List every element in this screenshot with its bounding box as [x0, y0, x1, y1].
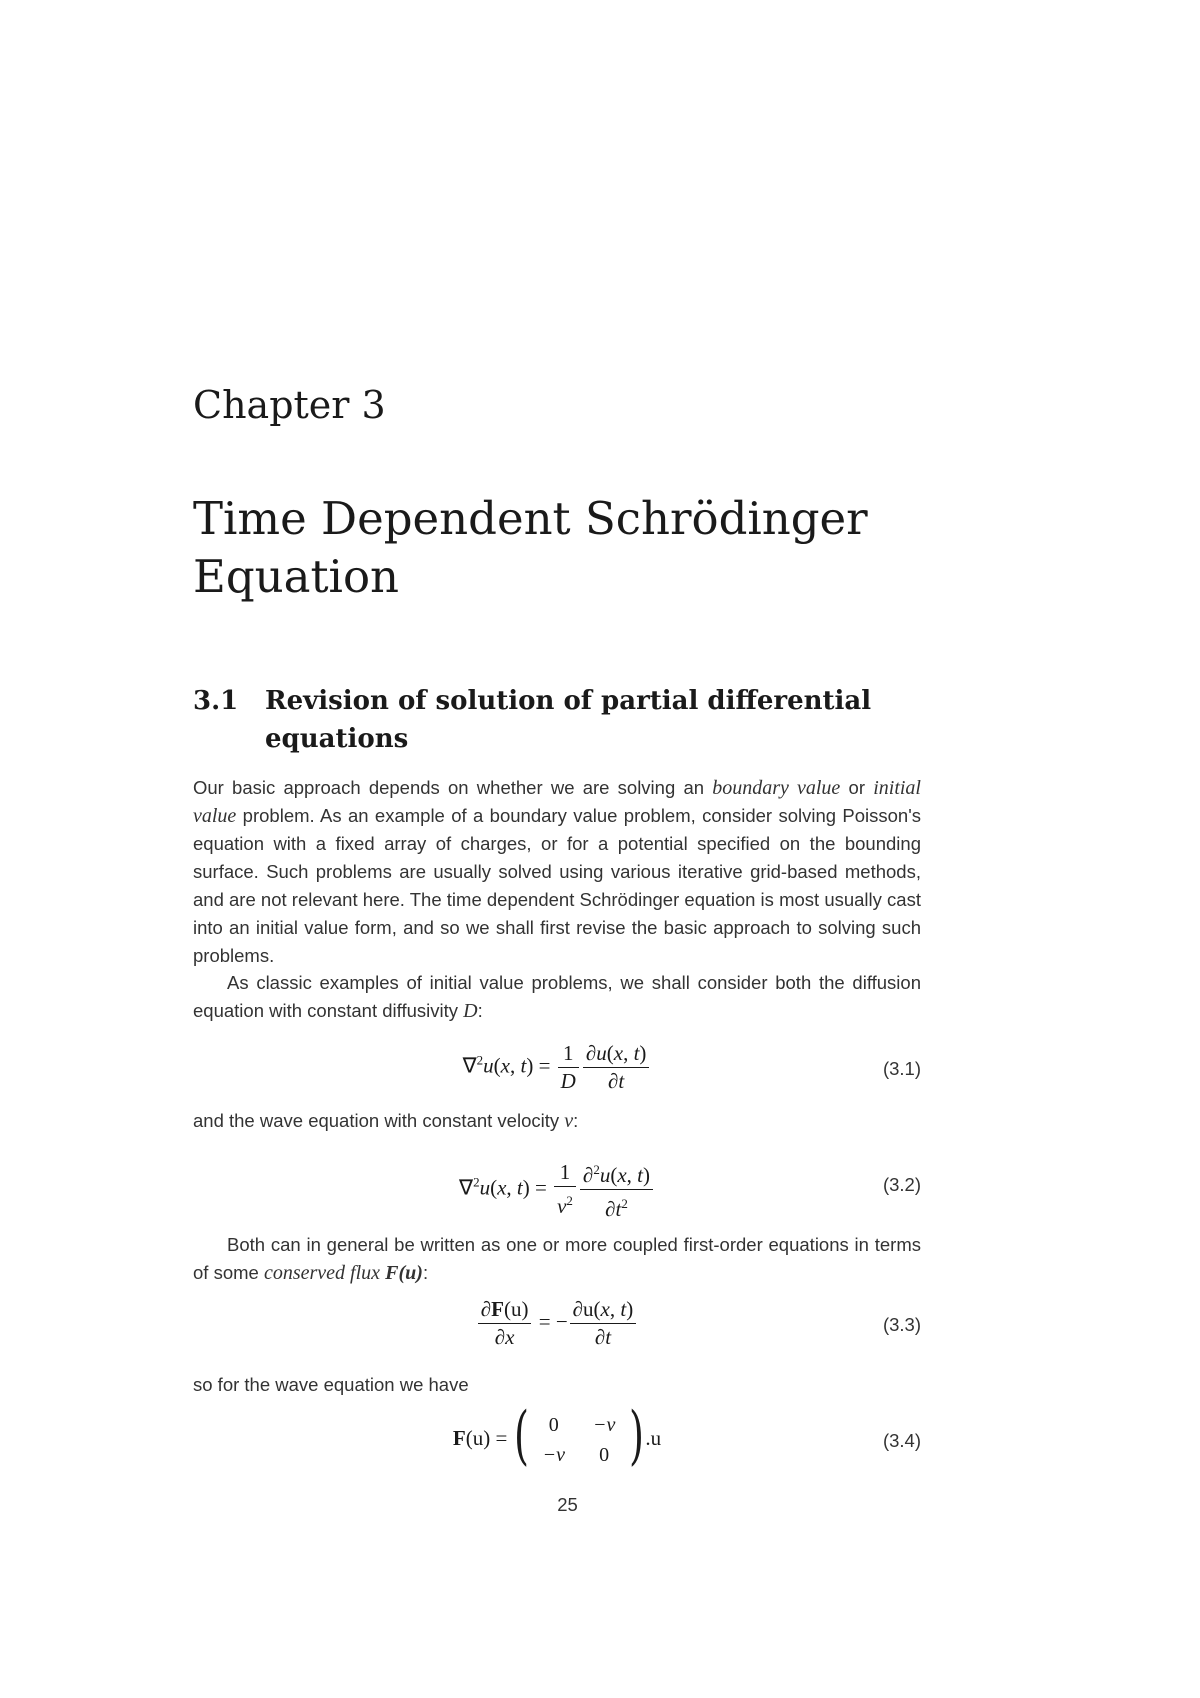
chapter-title-line: Time Dependent Schrödinger [193, 492, 868, 545]
emphasis: boundary value [712, 777, 841, 799]
equation-3-2 [193, 1156, 921, 1221]
emphasis: conserved flux [263, 1262, 381, 1284]
matrix-cell: −v [592, 1414, 616, 1436]
equation-body: $\frac{\partial F(u)}{\partial x}$ = − $\frac{\partial u(x, t)}{\partial t}$ [193, 1296, 921, 1351]
matrix-cell: 0 [548, 1414, 559, 1436]
equation-3-4 [193, 1399, 921, 1473]
matrix-cell: 0 [599, 1444, 610, 1466]
chapter-title [193, 490, 921, 606]
section-heading [193, 682, 921, 758]
page-number: 25 [557, 1494, 578, 1515]
math-symbol: D [463, 1000, 478, 1022]
paragraph: Both can in general be written as one or more coupled first-order equations in terms of some conserved flux F(u): [193, 1234, 921, 1284]
equation-body: ∇$^2$u(x, t) = $\frac{1}{v^2}$ $\frac{\partial^2u(x, t)}{\partial t^2}$ [193, 1156, 921, 1223]
paragraph: and the wave equation with constant velocity v: [193, 1110, 579, 1132]
paragraph: Our basic approach depends on whether we are solving an boundary value or initial value problem. As an example of a boundary value problem, consider solving Poisson's equation with a fixed array of charges, or for a potential specified on the bounding surface. Such problems are usually solved using various iterative grid-based methods, and are not relevant here. The time dependent Schrödinger equation is most usually cast into an initial value form, and so we shall first revise the basic approach to solving such problems. [193, 777, 921, 966]
chapter-title-line: Equation [193, 550, 400, 603]
equation-3-1 [193, 1040, 921, 1100]
equation-number: (3.3) [882, 1314, 921, 1335]
equation-body: ∇$^2$u(x, t) = $\frac{1}{D}$ $\frac{\partial u(x, t)}{\partial t}$ [193, 1040, 921, 1095]
equation-number: (3.4) [882, 1430, 921, 1451]
paragraph: so for the wave equation we have [193, 1374, 469, 1395]
equation-3-3 [193, 1296, 921, 1356]
section-title: Revision of solution of partial differential equations [265, 686, 872, 754]
math-symbol: F(u) [385, 1262, 423, 1284]
emphasis: initial value [193, 777, 921, 827]
matrix-cell: −v [542, 1444, 565, 1466]
paragraph: As classic examples of initial value problems, we shall consider both the diffusion equation with constant diffusivity D: [193, 972, 921, 1022]
matrix: ( 0 −v −v 0 ) [513, 1399, 645, 1473]
section-number: 3.1 [193, 686, 239, 716]
math-symbol: v [564, 1110, 574, 1132]
equation-number: (3.1) [882, 1058, 921, 1079]
equation-number: (3.2) [882, 1174, 921, 1195]
chapter-label: Chapter 3 [193, 383, 386, 427]
equation-body: F(u) = ( 0 −v −v 0 ) .u [452, 1399, 662, 1473]
